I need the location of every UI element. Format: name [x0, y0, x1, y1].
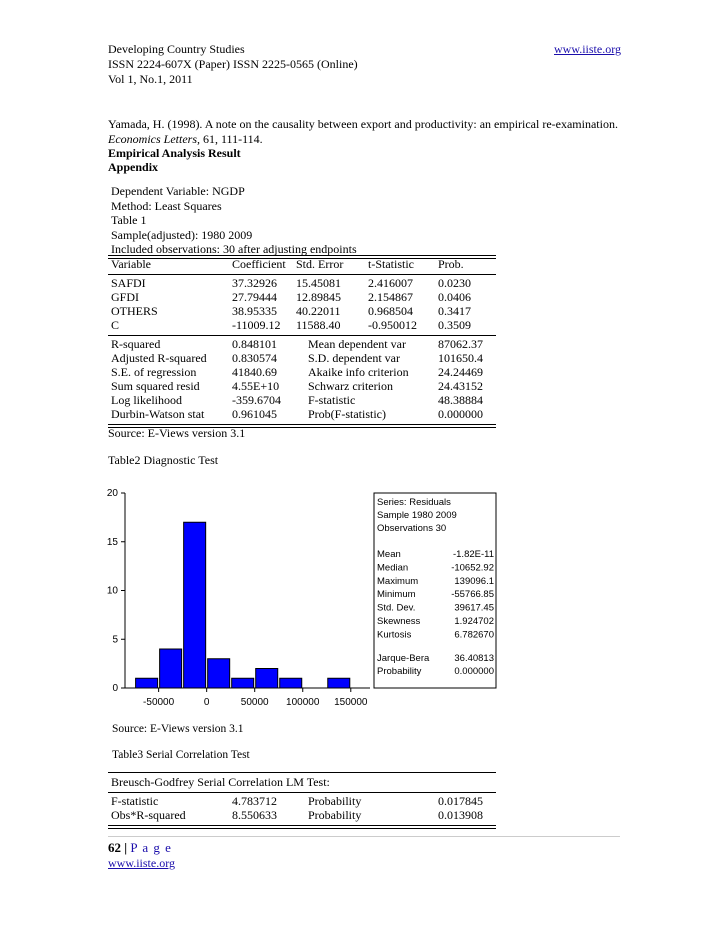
legend-stat-value: -55766.85: [451, 589, 494, 601]
lm-row-value: 8.550633: [232, 808, 277, 822]
stat-value: 101650.4: [438, 351, 483, 365]
legend-stat-value: 1.924702: [454, 616, 494, 627]
page-number: 62: [108, 840, 121, 855]
legend-series: Series: Residuals: [377, 497, 451, 508]
table-rule: [108, 828, 496, 829]
lm-row-prob-label: Probability: [308, 808, 362, 822]
legend-stat-label: Maximum: [377, 575, 419, 587]
reference-journal-rest: 61, 111-114.: [200, 132, 263, 146]
y-tick-label: 0: [112, 683, 118, 694]
coef-row-prob: 0.3509: [438, 318, 471, 332]
histogram-bar: [280, 678, 302, 688]
x-tick-label: 0: [203, 697, 210, 708]
stat-value: 0.961045: [232, 407, 277, 421]
lm-row-value: 4.783712: [232, 794, 277, 808]
stat-label: Adjusted R-squared: [111, 351, 207, 365]
footer-url-link[interactable]: www.iiste.org: [108, 856, 175, 870]
legend-stat-value: 139096.1: [454, 575, 494, 587]
footer-rule: [108, 836, 620, 837]
y-tick-label: 5: [112, 634, 118, 646]
col-header-std-error: Std. Error: [296, 257, 344, 271]
coef-row-variable: OTHERS: [111, 304, 158, 318]
page-separator: |: [121, 840, 131, 855]
table2-title: Table2 Diagnostic Test: [108, 453, 219, 467]
table1-source: Source: E-Views version 3.1: [108, 426, 246, 440]
lm-row-prob-label: Probability: [308, 794, 362, 808]
reference-journal: [108, 132, 263, 147]
coef-row-t-statistic: 0.968504: [368, 304, 413, 318]
table1-observations: Included observations: 30 after adjusting endpoints: [111, 242, 357, 256]
stat-label: Mean dependent var: [308, 337, 406, 351]
stat-label: Schwarz criterion: [308, 379, 393, 393]
stat-label: S.E. of regression: [111, 365, 197, 379]
lm-row-prob: 0.013908: [438, 808, 483, 822]
legend-stat-value: 39617.45: [454, 602, 494, 614]
legend-stat-value: 36.40813: [454, 652, 494, 664]
table-rule: [108, 772, 496, 773]
col-header-t-statistic: t-Statistic: [368, 257, 414, 271]
x-tick-label: 100000: [286, 697, 320, 708]
table1-method: Method: Least Squares: [111, 198, 222, 213]
volume-line: Vol 1, No.1, 2011: [108, 72, 193, 86]
table2-source: Source: E-Views version 3.1: [112, 723, 244, 735]
table-rule: [108, 825, 496, 826]
legend-stat-value: 6.782670: [454, 629, 494, 641]
stat-value: -359.6704: [232, 393, 281, 407]
stat-value: 87062.37: [438, 337, 483, 351]
table-rule: [108, 255, 496, 256]
table1-dependent-var: Dependent Variable: NGDP: [111, 184, 245, 198]
col-header-prob: Prob.: [438, 257, 464, 271]
reference-line: Yamada, H. (1998). A note on the causality between export and productivity: an empirical re-examination.: [108, 117, 618, 131]
page-word: P a g e: [130, 840, 172, 855]
journal-name: Developing Country Studies: [108, 42, 245, 56]
histogram-bar: [208, 659, 230, 688]
lm-test-name: Breusch-Godfrey Serial Correlation LM Test:: [111, 775, 330, 789]
legend-observations: Observations 30: [377, 523, 447, 534]
coef-row-prob: 0.0406: [438, 290, 471, 304]
legend-stat-label: Jarque-Bera: [377, 652, 430, 664]
table1-info: [111, 184, 357, 257]
coef-row-coefficient: -11009.12: [232, 318, 281, 332]
coef-row-variable: SAFDI: [111, 276, 146, 290]
stat-label: S.D. dependent var: [308, 351, 400, 365]
coef-row-coefficient: 37.32926: [232, 276, 277, 290]
stat-value: 24.24469: [438, 365, 483, 379]
histogram-bar: [232, 678, 254, 688]
y-tick-label: 10: [106, 585, 118, 597]
coef-row-variable: GFDI: [111, 290, 140, 304]
legend-stat-label: Probability: [377, 666, 422, 678]
coef-row-std-error: 11588.40: [296, 318, 341, 332]
legend-stat-value: 0.000000: [454, 666, 494, 678]
legend-stat-label: Kurtosis: [377, 629, 412, 641]
table1-label: Table 1: [111, 213, 147, 227]
coef-row-prob: 0.0230: [438, 276, 471, 290]
residuals-histogram: [100, 485, 500, 715]
coef-row-std-error: 12.89845: [296, 290, 341, 304]
stat-label: Akaike info criterion: [308, 365, 409, 379]
chart-legend: [374, 493, 496, 688]
coef-row-t-statistic: -0.950012: [368, 318, 417, 332]
chart-bars: [136, 522, 350, 688]
table3-title: Table3 Serial Correlation Test: [112, 749, 250, 761]
stat-value: 0.830574: [232, 351, 277, 365]
coef-row-std-error: 40.22011: [296, 304, 341, 318]
stat-label: R-squared: [111, 337, 161, 351]
col-header-coefficient: Coefficient: [232, 257, 286, 271]
y-tick-label: 15: [106, 536, 118, 548]
legend-stat-label: Minimum: [377, 589, 416, 601]
legend-stat-label: Mean: [377, 549, 401, 560]
legend-stat-label: Std. Dev.: [377, 602, 416, 614]
stat-label: Prob(F-statistic): [308, 407, 386, 421]
lm-row-label: F-statistic: [111, 794, 159, 808]
section-heading-result: Empirical Analysis Result: [108, 146, 241, 160]
issn-line: ISSN 2224-607X (Paper) ISSN 2225-0565 (Online): [108, 57, 358, 71]
histogram-bar: [160, 649, 182, 688]
legend-stat-label: Skewness: [377, 616, 421, 627]
reference-journal-italic: Economics Letters,: [108, 132, 200, 146]
stat-label: F-statistic: [308, 393, 356, 407]
stat-label: Durbin-Watson stat: [111, 407, 205, 421]
stat-value: 41840.69: [232, 365, 277, 379]
coef-row-variable: C: [111, 318, 120, 332]
chart-ticks: [107, 488, 368, 708]
table1-sample: Sample(adjusted): 1980 2009: [111, 227, 253, 242]
lm-row-prob: 0.017845: [438, 794, 483, 808]
histogram-bar: [328, 678, 350, 688]
stat-label: Log likelihood: [111, 393, 182, 407]
histogram-bar: [184, 522, 206, 688]
page-footer: [108, 840, 172, 856]
stat-value: 24.43152: [438, 379, 483, 393]
stat-value: 0.000000: [438, 407, 483, 421]
histogram-bar: [256, 669, 278, 689]
legend-stat-value: -10652.92: [451, 562, 494, 574]
legend-stat-value: -1.82E-11: [452, 549, 494, 560]
stat-value: 0.848101: [232, 337, 277, 351]
coef-row-coefficient: 38.95335: [232, 304, 277, 318]
stat-value: 48.38884: [438, 393, 483, 407]
coef-row-t-statistic: 2.416007: [368, 276, 413, 290]
lm-row-label: Obs*R-squared: [111, 808, 186, 822]
section-heading-appendix: Appendix: [108, 160, 159, 174]
coef-row-coefficient: 27.79444: [232, 290, 277, 304]
y-tick-label: 20: [106, 488, 118, 499]
stat-label: Sum squared resid: [111, 379, 200, 393]
col-header-variable: Variable: [111, 257, 151, 271]
stat-value: 4.55E+10: [232, 379, 280, 393]
coef-row-prob: 0.3417: [438, 304, 471, 318]
coef-row-std-error: 15.45081: [296, 276, 341, 290]
legend-stat-label: Median: [377, 562, 409, 574]
x-tick-label: 50000: [240, 697, 269, 708]
journal-url-link[interactable]: www.iiste.org: [554, 42, 621, 56]
table-rule: [108, 335, 496, 336]
x-tick-label: 150000: [334, 697, 368, 708]
legend-sample: Sample 1980 2009: [377, 510, 457, 521]
histogram-bar: [136, 678, 158, 688]
coef-row-t-statistic: 2.154867: [368, 290, 413, 304]
table-rule: [108, 424, 496, 425]
x-tick-label: -50000: [143, 697, 175, 708]
table-rule: [108, 274, 496, 275]
table-rule: [108, 792, 496, 793]
